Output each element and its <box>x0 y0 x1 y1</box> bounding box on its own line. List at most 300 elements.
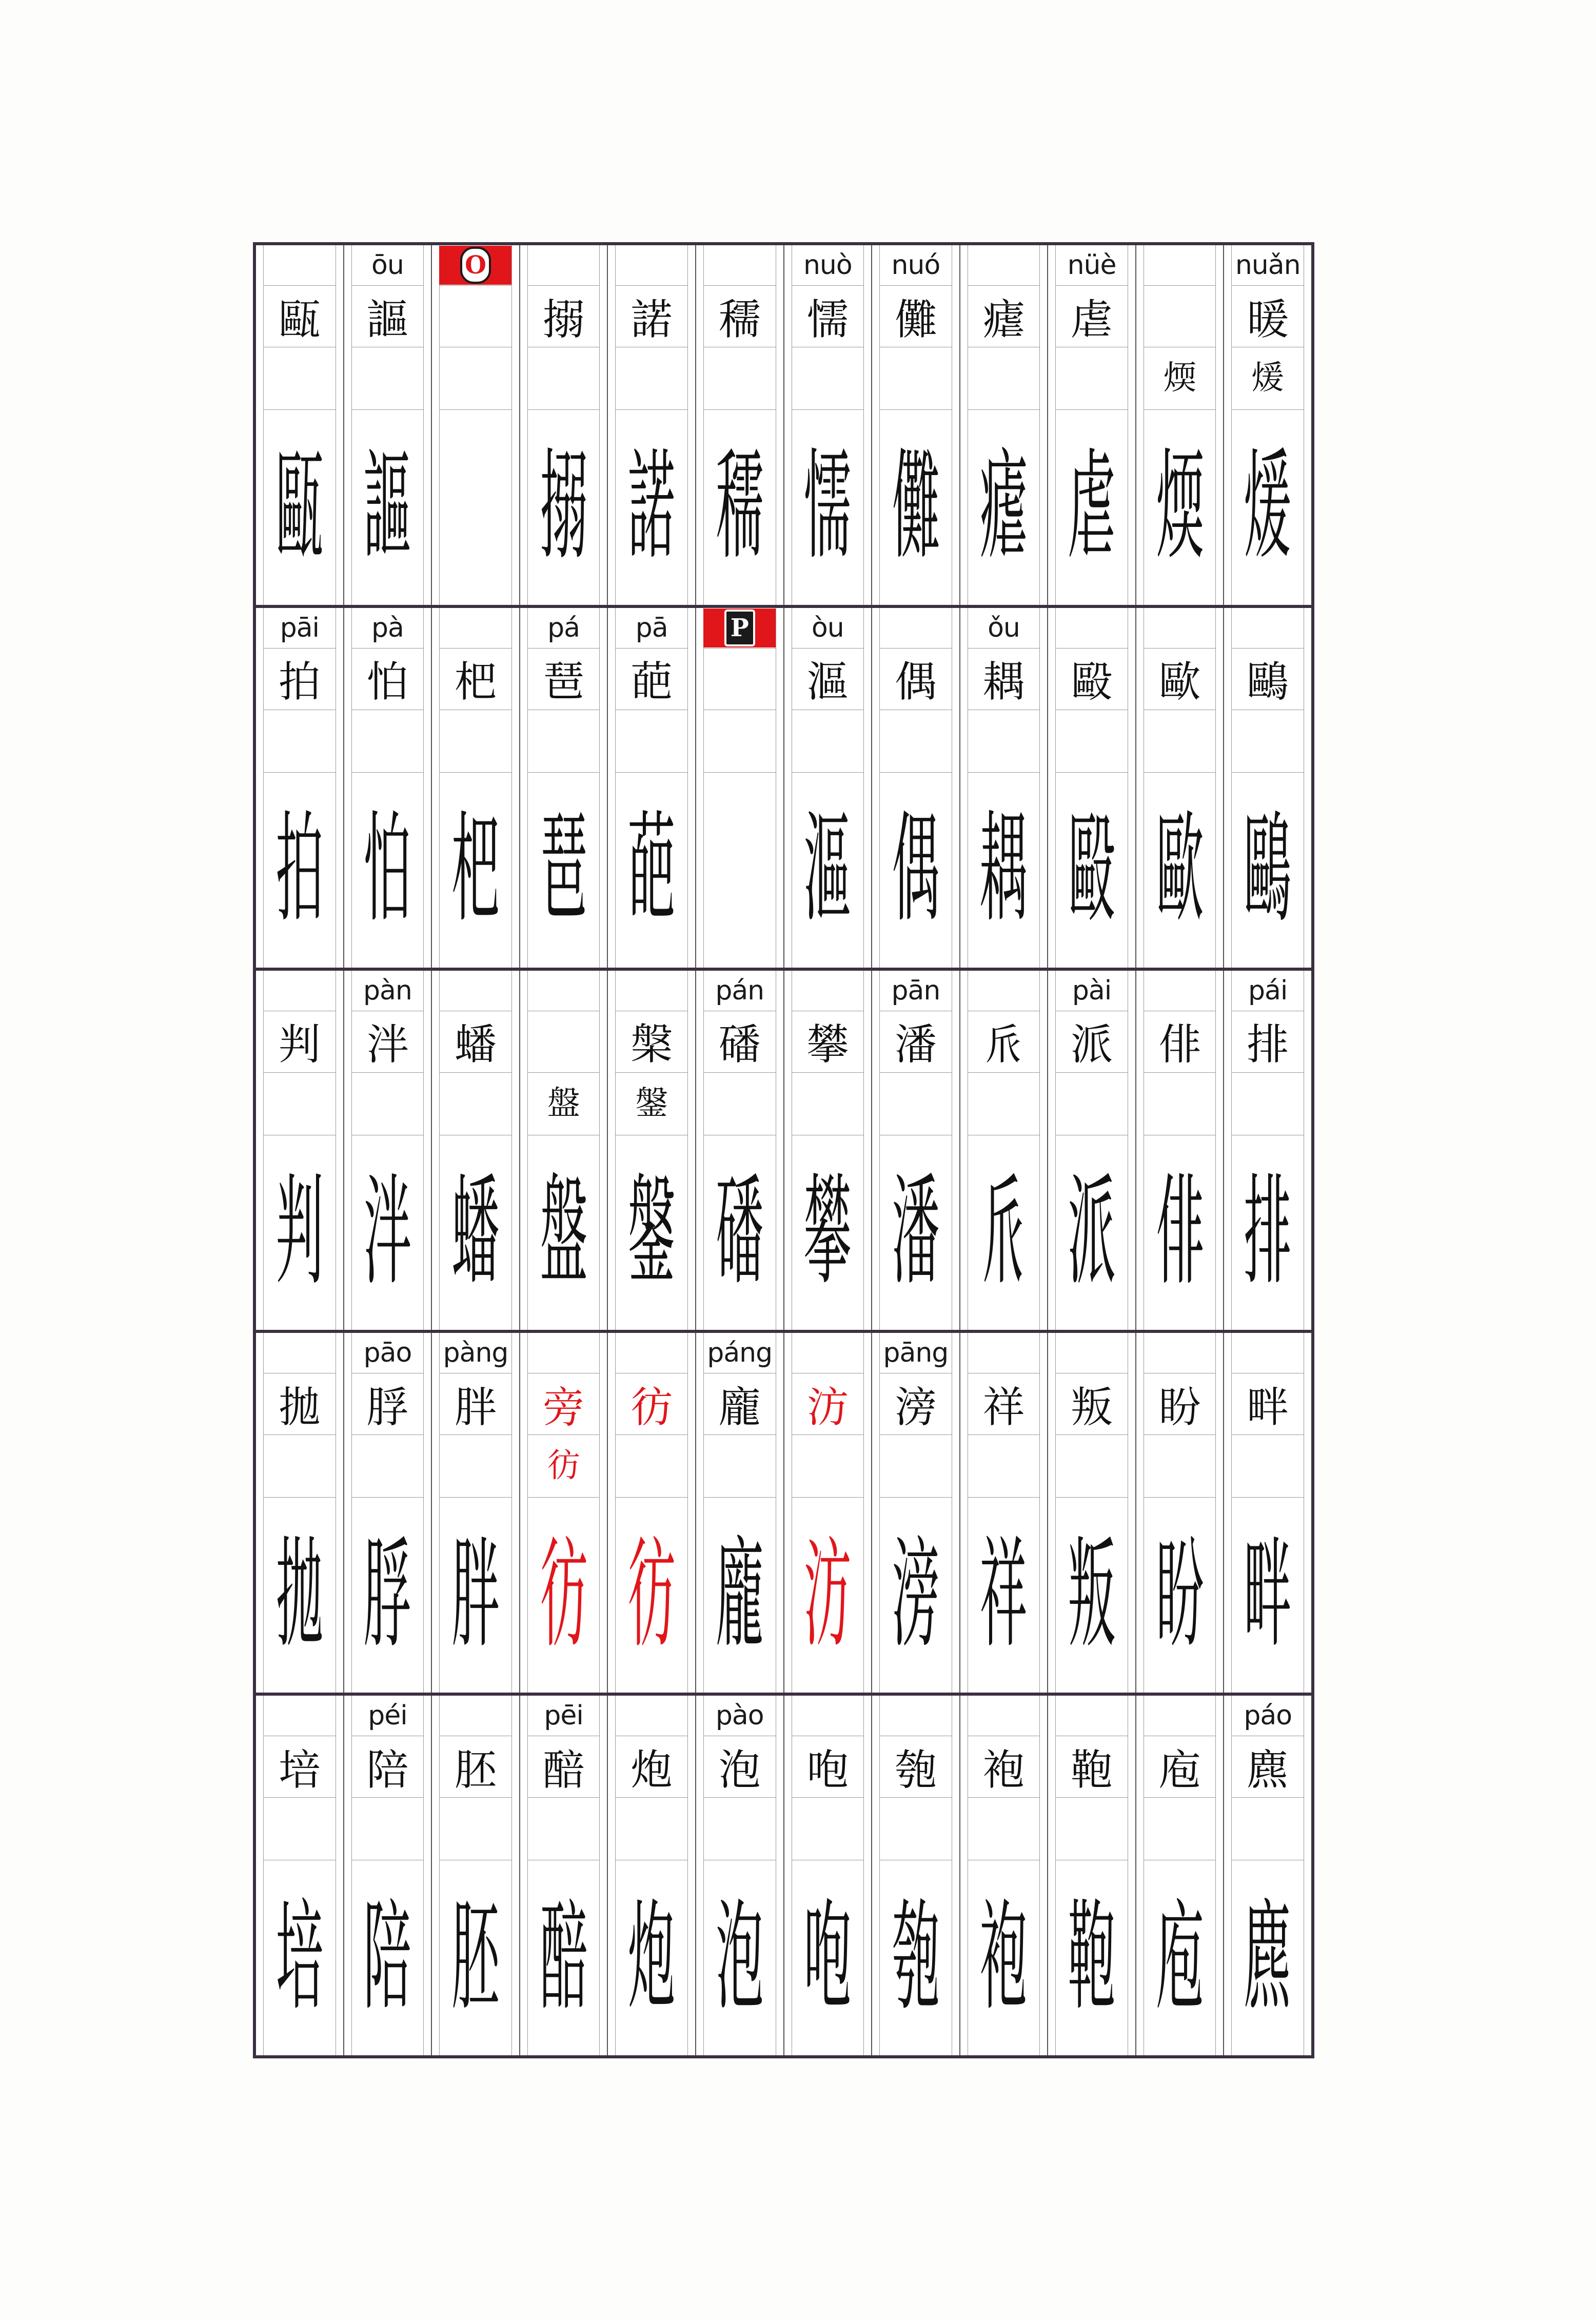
pinyin-cell <box>527 1333 600 1373</box>
variant-character: 彷 <box>547 1447 580 1485</box>
character-column <box>1223 971 1311 1330</box>
seal-script-cell <box>439 1497 512 1693</box>
modern-char-cell <box>1144 1011 1216 1073</box>
pinyin-label: péi <box>368 1700 407 1732</box>
modern-char-cell <box>879 648 952 710</box>
variant-char-cell <box>1144 1434 1216 1498</box>
section-letter-badge <box>439 246 512 285</box>
seal-script-cell <box>1055 1860 1128 2055</box>
seal-script-glyph: 祥 <box>979 1525 1028 1664</box>
pinyin-label: páng <box>707 1338 773 1369</box>
pinyin-cell <box>968 245 1040 286</box>
pinyin-cell <box>527 971 600 1011</box>
modern-char-cell <box>351 1736 424 1798</box>
variant-char-cell <box>879 710 952 773</box>
seal-script-cell <box>527 772 600 968</box>
character-column <box>607 1696 695 2055</box>
variant-char-cell <box>792 1434 864 1498</box>
pinyin-cell <box>351 608 424 648</box>
modern-character: 滂 <box>894 1383 937 1432</box>
variant-character: 鎜 <box>635 1084 668 1123</box>
modern-char-cell <box>792 1373 864 1435</box>
character-column <box>959 971 1048 1330</box>
pinyin-cell <box>879 971 952 1011</box>
pinyin-cell <box>263 245 336 286</box>
character-column <box>519 971 607 1330</box>
seal-script-cell <box>615 1860 688 2055</box>
modern-char-cell <box>792 1736 864 1798</box>
modern-character: 汸 <box>806 1383 849 1432</box>
seal-script-glyph: 滂 <box>892 1525 940 1664</box>
seal-script-glyph: 鎜 <box>627 1163 676 1302</box>
variant-char-cell <box>351 347 424 410</box>
pinyin-cell <box>968 608 1040 648</box>
seal-script-cell <box>1231 409 1304 605</box>
character-column <box>783 608 872 968</box>
character-column <box>343 608 431 968</box>
seal-script-cell <box>615 1135 688 1330</box>
pinyin-label: pào <box>715 1700 764 1732</box>
modern-char-cell <box>263 1011 336 1073</box>
seal-script-glyph: 汸 <box>803 1525 852 1664</box>
character-column <box>871 1696 959 2055</box>
seal-script-cell <box>792 1497 864 1693</box>
seal-script-cell <box>439 409 512 605</box>
variant-char-cell <box>527 710 600 773</box>
character-column <box>1223 245 1311 605</box>
character-column <box>1223 1696 1311 2055</box>
seal-script-glyph: 彷 <box>540 1525 588 1664</box>
variant-char-cell <box>703 347 776 410</box>
seal-script-cell <box>968 1497 1040 1693</box>
seal-script-glyph: 歐 <box>1156 800 1204 939</box>
modern-char-cell <box>968 1011 1040 1073</box>
section-letter-badge <box>703 608 776 647</box>
modern-char-cell <box>1231 285 1304 347</box>
character-column <box>607 1333 695 1693</box>
pinyin-cell <box>527 608 600 648</box>
modern-character: 槃 <box>630 1020 673 1070</box>
seal-script-glyph: 鞄 <box>1068 1888 1116 2027</box>
seal-script-glyph: 甌 <box>275 438 324 577</box>
character-column <box>695 1333 783 1693</box>
pinyin-cell <box>1231 245 1304 286</box>
seal-script-cell <box>263 1860 336 2055</box>
seal-script-glyph: 脬 <box>363 1525 411 1664</box>
modern-char-cell <box>703 285 776 347</box>
table-row <box>256 1696 1311 2055</box>
modern-char-cell <box>615 285 688 347</box>
variant-char-cell <box>792 710 864 773</box>
variant-char-cell <box>1231 710 1304 773</box>
character-column <box>519 1696 607 2055</box>
seal-script-glyph: 偶 <box>892 800 940 939</box>
pinyin-cell <box>703 1333 776 1373</box>
seal-script-cell <box>792 1135 864 1330</box>
seal-script-glyph: 瘧 <box>979 438 1028 577</box>
modern-char-cell <box>879 1736 952 1798</box>
character-column <box>695 608 783 968</box>
variant-character: 盤 <box>547 1084 580 1123</box>
seal-script-glyph: 俳 <box>1156 1163 1204 1302</box>
seal-script-cell <box>1231 772 1304 968</box>
modern-character: 鞄 <box>1071 1745 1113 1795</box>
variant-character: 煖 <box>1251 359 1285 397</box>
seal-script-glyph: 攀 <box>803 1163 852 1302</box>
variant-char-cell <box>968 1797 1040 1860</box>
seal-script-cell <box>351 1497 424 1693</box>
pinyin-label: pán <box>715 975 764 1006</box>
variant-char-cell <box>439 710 512 773</box>
modern-character: 攀 <box>806 1020 849 1070</box>
pinyin-cell <box>1055 245 1128 286</box>
variant-char-cell <box>263 710 336 773</box>
modern-char-cell <box>527 648 600 710</box>
character-column <box>519 245 607 605</box>
seal-script-glyph: 醅 <box>540 1888 588 2027</box>
seal-script-cell <box>879 1497 952 1693</box>
modern-char-cell <box>439 1736 512 1798</box>
pinyin-cell <box>615 1333 688 1373</box>
character-column <box>959 1333 1048 1693</box>
seal-script-cell <box>615 409 688 605</box>
variant-char-cell <box>263 1434 336 1498</box>
modern-character: 泡 <box>718 1745 761 1795</box>
modern-character: 培 <box>278 1745 321 1795</box>
modern-char-cell <box>792 285 864 347</box>
modern-character: 陪 <box>366 1745 409 1795</box>
seal-script-cell <box>1231 1135 1304 1330</box>
variant-char-cell <box>1144 1072 1216 1135</box>
pinyin-label: nuò <box>803 250 852 281</box>
seal-script-cell <box>1231 1497 1304 1693</box>
seal-script-cell <box>879 1135 952 1330</box>
table-row <box>256 971 1311 1333</box>
seal-script-cell <box>879 1860 952 2055</box>
variant-char-cell <box>263 347 336 410</box>
pinyin-cell <box>1055 608 1128 648</box>
character-column <box>256 1696 343 2055</box>
character-column <box>256 971 343 1330</box>
character-column <box>343 1333 431 1693</box>
seal-script-cell <box>1144 409 1216 605</box>
table-row <box>256 245 1311 608</box>
seal-script-glyph: 炮 <box>627 1888 676 2027</box>
modern-char-cell <box>1055 1373 1128 1435</box>
modern-character: 盼 <box>1158 1383 1201 1432</box>
variant-char-cell <box>968 347 1040 410</box>
seal-script-glyph: 煖 <box>1244 438 1292 577</box>
seal-script-cell <box>615 1497 688 1693</box>
modern-character: 袍 <box>982 1745 1025 1795</box>
modern-char-cell <box>263 1736 336 1798</box>
modern-char-cell <box>527 1736 600 1798</box>
modern-character: 拍 <box>278 658 321 707</box>
pinyin-label: ōu <box>371 250 404 281</box>
variant-char-cell <box>1055 347 1128 410</box>
seal-script-cell <box>351 772 424 968</box>
variant-char-cell <box>351 1434 424 1498</box>
seal-script-glyph: 琶 <box>540 800 588 939</box>
pinyin-cell <box>879 608 952 648</box>
modern-character: 拋 <box>278 1383 321 1432</box>
modern-character: 龐 <box>718 1383 761 1432</box>
character-column <box>783 1696 872 2055</box>
character-column <box>1223 1333 1311 1693</box>
modern-character: 匏 <box>894 1745 937 1795</box>
modern-character: 甌 <box>278 295 321 344</box>
seal-script-cell <box>1144 772 1216 968</box>
modern-char-cell <box>527 1373 600 1435</box>
variant-char-cell <box>1055 1434 1128 1498</box>
pinyin-label: pān <box>891 975 940 1006</box>
modern-char-cell <box>615 648 688 710</box>
seal-script-cell <box>527 1860 600 2055</box>
seal-script-cell <box>351 409 424 605</box>
modern-character: 派 <box>1071 1020 1113 1070</box>
modern-char-cell <box>351 285 424 347</box>
seal-script-glyph: 儺 <box>892 438 940 577</box>
modern-char-cell <box>439 648 512 710</box>
modern-character: 琶 <box>542 658 585 707</box>
table-row <box>256 1333 1311 1696</box>
variant-char-cell <box>1055 710 1128 773</box>
variant-char-cell <box>1231 1434 1304 1498</box>
character-column <box>871 245 959 605</box>
character-column <box>695 245 783 605</box>
character-column <box>871 971 959 1330</box>
seal-script-glyph: 排 <box>1244 1163 1292 1302</box>
character-column <box>695 1696 783 2055</box>
seal-script-glyph: 派 <box>1068 1163 1116 1302</box>
seal-script-cell <box>263 1497 336 1693</box>
modern-character: 懦 <box>806 295 849 344</box>
modern-character: 彷 <box>630 1383 673 1432</box>
seal-script-cell <box>527 409 600 605</box>
seal-script-cell <box>351 1135 424 1330</box>
variant-char-cell <box>703 1434 776 1498</box>
pinyin-cell <box>351 1333 424 1373</box>
character-column <box>1047 1696 1135 2055</box>
seal-script-glyph: 杷 <box>451 800 500 939</box>
seal-script-glyph: 畔 <box>1244 1525 1292 1664</box>
modern-character: 祥 <box>982 1383 1025 1432</box>
modern-character: 漚 <box>806 658 849 707</box>
modern-character: 鷗 <box>1247 658 1289 707</box>
seal-script-glyph: 穤 <box>716 438 764 577</box>
seal-script-cell <box>703 1135 776 1330</box>
pinyin-label: òu <box>811 612 844 643</box>
modern-character: 謳 <box>366 295 409 344</box>
seal-script-cell <box>1231 1860 1304 2055</box>
variant-char-cell <box>439 1434 512 1498</box>
character-column <box>256 608 343 968</box>
modern-char-cell <box>1055 1011 1128 1073</box>
character-column <box>519 1333 607 1693</box>
modern-char-cell <box>703 1373 776 1435</box>
variant-char-cell <box>879 1434 952 1498</box>
modern-char-cell <box>1144 1736 1216 1798</box>
modern-char-cell <box>1144 285 1216 347</box>
character-column <box>431 245 519 605</box>
pinyin-cell <box>1231 608 1304 648</box>
character-table <box>253 242 1314 2058</box>
pinyin-cell <box>615 608 688 648</box>
seal-script-cell <box>527 1497 600 1693</box>
modern-character: 旁 <box>542 1383 585 1432</box>
seal-script-glyph: 葩 <box>627 800 676 939</box>
pinyin-cell <box>263 608 336 648</box>
character-column <box>1135 245 1224 605</box>
modern-char-cell <box>1231 648 1304 710</box>
character-column <box>959 608 1048 968</box>
modern-char-cell <box>968 1736 1040 1798</box>
pinyin-label: pāi <box>280 612 320 643</box>
pinyin-label: ǒu <box>988 612 1020 643</box>
character-column <box>1047 245 1135 605</box>
character-column <box>1047 971 1135 1330</box>
pinyin-cell <box>1231 971 1304 1011</box>
variant-char-cell <box>1055 1797 1128 1860</box>
character-column <box>343 1696 431 2055</box>
pinyin-cell <box>1144 245 1216 286</box>
seal-script-glyph: 麃 <box>1244 1888 1292 2027</box>
pinyin-label: pàn <box>363 975 412 1006</box>
modern-char-cell <box>439 285 512 347</box>
modern-character: 脬 <box>366 1383 409 1432</box>
modern-character: 咆 <box>806 1745 849 1795</box>
pinyin-cell <box>879 1333 952 1373</box>
pinyin-cell <box>439 608 512 648</box>
pinyin-cell <box>615 971 688 1011</box>
modern-character: 暖 <box>1247 295 1289 344</box>
pinyin-cell <box>792 971 864 1011</box>
pinyin-cell <box>1055 1696 1128 1736</box>
modern-char-cell <box>1055 1736 1128 1798</box>
modern-character: 怕 <box>366 658 409 707</box>
variant-char-cell <box>351 1797 424 1860</box>
modern-char-cell <box>263 1373 336 1435</box>
modern-character: 歐 <box>1158 658 1201 707</box>
pinyin-cell <box>792 1333 864 1373</box>
modern-character: 畔 <box>1247 1383 1289 1432</box>
modern-char-cell <box>968 285 1040 347</box>
modern-char-cell <box>527 1011 600 1073</box>
seal-script-glyph: 謳 <box>363 438 411 577</box>
seal-script-cell <box>1144 1497 1216 1693</box>
seal-script-glyph: 諾 <box>627 438 676 577</box>
modern-char-cell <box>879 285 952 347</box>
variant-char-cell <box>968 710 1040 773</box>
pinyin-cell <box>439 1696 512 1736</box>
pinyin-label: nüè <box>1067 250 1116 281</box>
modern-char-cell <box>527 285 600 347</box>
pinyin-label: nuǎn <box>1235 250 1301 281</box>
character-column <box>431 971 519 1330</box>
pinyin-label: pā <box>635 612 668 643</box>
seal-script-glyph: 虐 <box>1068 438 1116 577</box>
variant-char-cell <box>703 1797 776 1860</box>
section-letter: P <box>724 610 755 646</box>
variant-char-cell <box>263 1072 336 1135</box>
modern-character: 搦 <box>542 295 585 344</box>
seal-script-cell <box>439 1860 512 2055</box>
seal-script-glyph: 彷 <box>627 1525 676 1664</box>
character-column <box>519 608 607 968</box>
modern-char-cell <box>1144 1373 1216 1435</box>
variant-char-cell <box>527 1434 600 1498</box>
character-column <box>1135 1333 1224 1693</box>
seal-script-cell <box>792 772 864 968</box>
character-column <box>871 608 959 968</box>
character-column <box>343 245 431 605</box>
pinyin-label: pēi <box>544 1700 583 1732</box>
modern-character: 胚 <box>455 1745 497 1795</box>
seal-script-cell <box>968 409 1040 605</box>
seal-script-glyph: 懦 <box>803 438 852 577</box>
variant-char-cell <box>879 347 952 410</box>
pinyin-label: pá <box>547 612 580 643</box>
modern-char-cell <box>439 1011 512 1073</box>
seal-script-glyph: 毆 <box>1068 800 1116 939</box>
pinyin-label: pài <box>1072 975 1112 1006</box>
pinyin-cell <box>527 1696 600 1736</box>
seal-script-glyph: 盤 <box>540 1163 588 1302</box>
variant-char-cell <box>615 1797 688 1860</box>
modern-character: 排 <box>1247 1020 1289 1070</box>
modern-character: 麃 <box>1247 1745 1289 1795</box>
character-column <box>431 1333 519 1693</box>
character-column <box>783 971 872 1330</box>
modern-character: 胖 <box>455 1383 497 1432</box>
modern-char-cell <box>1055 285 1128 347</box>
seal-script-cell <box>703 772 776 968</box>
pinyin-label: pāo <box>363 1338 412 1369</box>
variant-char-cell <box>1055 1072 1128 1135</box>
variant-char-cell <box>792 347 864 410</box>
pinyin-cell <box>968 1696 1040 1736</box>
pinyin-cell <box>615 1696 688 1736</box>
seal-script-cell <box>792 409 864 605</box>
variant-character: 煗 <box>1163 359 1196 397</box>
modern-char-cell <box>703 648 776 710</box>
seal-script-glyph: 煗 <box>1156 438 1204 577</box>
seal-script-cell <box>703 409 776 605</box>
modern-char-cell <box>615 1736 688 1798</box>
pinyin-cell <box>439 1333 512 1373</box>
seal-script-cell <box>439 1135 512 1330</box>
modern-char-cell <box>615 1011 688 1073</box>
pinyin-cell <box>703 971 776 1011</box>
pinyin-cell <box>968 1333 1040 1373</box>
modern-character: 偶 <box>894 658 937 707</box>
character-column <box>1135 608 1224 968</box>
modern-char-cell <box>263 648 336 710</box>
seal-script-glyph: 𠂢 <box>979 1163 1028 1302</box>
seal-script-cell <box>879 409 952 605</box>
modern-character: 杷 <box>455 658 497 707</box>
variant-char-cell <box>351 1072 424 1135</box>
seal-script-glyph: 拋 <box>275 1525 324 1664</box>
seal-script-glyph: 磻 <box>716 1163 764 1302</box>
modern-char-cell <box>615 1373 688 1435</box>
variant-char-cell <box>439 347 512 410</box>
seal-script-cell <box>351 1860 424 2055</box>
modern-char-cell <box>439 1373 512 1435</box>
seal-script-cell <box>615 772 688 968</box>
modern-character: 瘧 <box>982 295 1025 344</box>
pinyin-cell <box>439 971 512 1011</box>
